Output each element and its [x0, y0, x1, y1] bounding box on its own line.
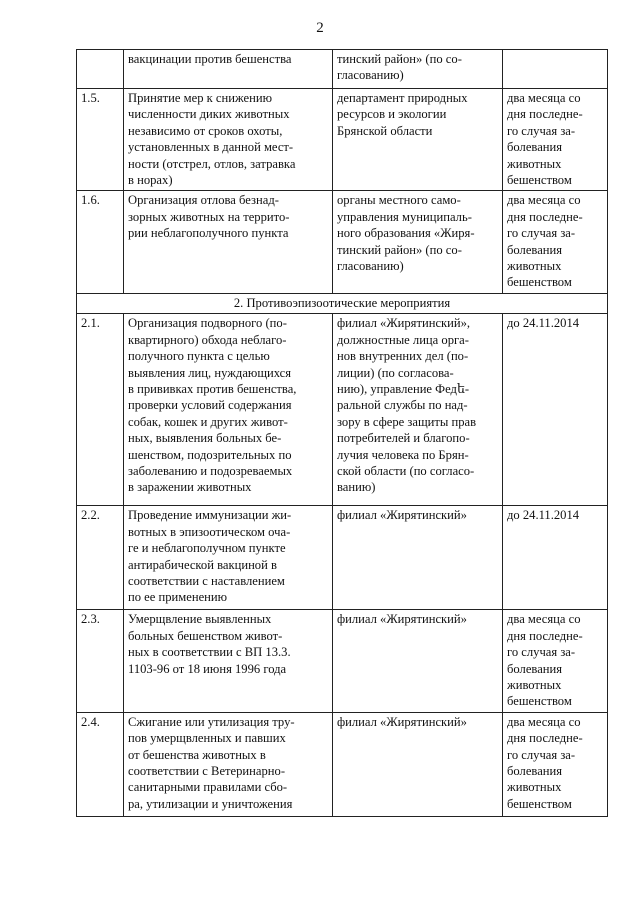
text-line: ге и неблагополучном пункте — [128, 541, 286, 556]
text-line: два месяца со — [507, 612, 581, 627]
action-cell — [124, 506, 333, 610]
text-line: нов внутренних дел (по- — [337, 349, 469, 364]
executor-cell — [333, 50, 503, 89]
text-line: независимо от сроков охоты, — [128, 123, 283, 138]
text-line: ных в соответствии с ВП 13.3. — [128, 645, 291, 660]
text-line: ного образования «Жиря- — [337, 226, 475, 241]
text-line: рии неблагополучного пункта — [128, 226, 289, 241]
text-line: болевания — [507, 661, 563, 676]
text-line: в прививках против бешенства, — [128, 381, 297, 396]
text-line: до 24.11.2014 — [507, 316, 580, 331]
text-line: шенством, подозрительных по — [128, 447, 292, 462]
table-row — [77, 506, 608, 610]
text-line: соответствии с Ветеринарно- — [128, 763, 286, 778]
text-line: лиции) (по согласова- — [337, 365, 454, 380]
text-line: пов умерщвленных и павших — [128, 731, 286, 746]
text-line: Проведение иммунизации жи- — [128, 508, 292, 523]
text-line: го случая за- — [507, 226, 576, 241]
text-line: дня последне- — [507, 107, 583, 122]
text-line: го случая за- — [507, 645, 576, 660]
text-line: квартирного) обхода неблаго- — [128, 332, 287, 347]
text-line: бешенством — [507, 173, 572, 188]
text-line: больных бешенством живот- — [128, 628, 283, 643]
text-line: управления муниципаль- — [337, 209, 472, 224]
text-line: зору в сфере защиты прав — [337, 414, 477, 429]
text-line: дня последне- — [507, 731, 583, 746]
deadline-cell — [503, 314, 608, 506]
table-row — [77, 50, 608, 89]
text-line: потребителей и благопо- — [337, 431, 470, 446]
text-line: должностные лица орга- — [337, 332, 469, 347]
text-line: ванию) — [337, 480, 376, 495]
text-line: ра, утилизации и уничтожения — [128, 796, 293, 811]
text-line: заболеванию и подозреваемых — [128, 463, 293, 478]
text-line: зорных животных на террито- — [128, 209, 290, 224]
text-line: филиал «Жирятинский» — [337, 612, 467, 627]
text-line: департамент природных — [337, 91, 468, 105]
table-row — [77, 610, 608, 712]
measures-table-body — [77, 50, 608, 817]
text-line: тинский район» (по со- — [337, 52, 462, 66]
text-line: два месяца со — [507, 714, 581, 729]
text-line: го случая за- — [507, 123, 576, 138]
action-cell — [124, 50, 333, 89]
executor-cell — [333, 191, 503, 293]
text-line: филиал «Жирятинский» — [337, 508, 467, 523]
executor-cell — [333, 610, 503, 712]
text-line: лучия человека по Брян- — [337, 447, 469, 462]
text-line: собак, кошек и других живот- — [128, 414, 288, 429]
text-line: вакцинации против бешенства — [128, 52, 292, 66]
text-line: Организация подворного (по- — [128, 316, 287, 331]
executor-cell — [333, 506, 503, 610]
deadline-cell — [503, 191, 608, 293]
text-line: Брянской области — [337, 123, 433, 138]
text-line: бешенством — [507, 694, 572, 709]
table-row — [77, 89, 608, 191]
item-number: 2.1. — [77, 314, 124, 506]
text-line: филиал «Жирятинский» — [337, 714, 467, 729]
action-cell — [124, 191, 333, 293]
text-line: го случая за- — [507, 747, 576, 762]
text-line: по ее применению — [128, 590, 228, 605]
text-line: Принятие мер к снижению — [128, 91, 272, 105]
text-line: получного пункта с целью — [128, 349, 270, 364]
page-number: 2 — [316, 20, 324, 36]
text-line: численности диких животных — [128, 107, 290, 122]
table-row — [77, 191, 608, 293]
section-title: 2. Противоэпизоотические мероприятия — [77, 293, 608, 313]
measures-table — [76, 49, 608, 817]
text-line: нию), управление Федե- — [337, 381, 470, 396]
text-line: Организация отлова безнад- — [128, 193, 279, 208]
executor-cell — [333, 89, 503, 191]
text-line: дня последне- — [507, 628, 583, 643]
item-number — [77, 50, 124, 89]
text-line: два месяца со — [507, 193, 581, 208]
text-line: два месяца со — [507, 91, 581, 105]
text-line: Сжигание или утилизация тру- — [128, 714, 295, 729]
action-cell — [124, 610, 333, 712]
deadline-cell — [503, 712, 608, 816]
text-line: филиал «Жирятинский», — [337, 316, 471, 331]
text-line: ской области (по согласо- — [337, 463, 475, 478]
text-line: в норах) — [128, 173, 173, 188]
text-line: тинский район» (по со- — [337, 242, 462, 257]
text-line: проверки условий содержания — [128, 398, 292, 413]
item-number: 1.5. — [77, 89, 124, 191]
text-line: в заражении животных — [128, 480, 252, 495]
action-cell — [124, 314, 333, 506]
text-line: органы местного само- — [337, 193, 461, 208]
text-line: выявления лиц, нуждающихся — [128, 365, 292, 380]
text-line: гласованию) — [337, 259, 404, 274]
text-line: 1103-96 от 18 июня 1996 года — [128, 661, 287, 676]
action-cell — [124, 89, 333, 191]
executor-cell — [333, 712, 503, 816]
text-line: до 24.11.2014 — [507, 508, 580, 523]
text-line: Умерщвление выявленных — [128, 612, 272, 627]
text-line: болевания — [507, 140, 563, 155]
section-header-row — [77, 293, 608, 313]
deadline-cell — [503, 50, 608, 89]
table-row — [77, 314, 608, 506]
text-line: бешенством — [507, 275, 572, 290]
text-line: животных — [507, 780, 562, 795]
deadline-cell — [503, 506, 608, 610]
item-number: 1.6. — [77, 191, 124, 293]
text-line: бешенством — [507, 796, 572, 811]
text-line: санитарными правилами сбо- — [128, 780, 288, 795]
deadline-cell — [503, 610, 608, 712]
text-line: дня последне- — [507, 209, 583, 224]
executor-cell — [333, 314, 503, 506]
action-cell — [124, 712, 333, 816]
text-line: ности (отстрел, отлов, затравка — [128, 156, 296, 171]
item-number: 2.4. — [77, 712, 124, 816]
table-row — [77, 712, 608, 816]
text-line: животных — [507, 677, 562, 692]
text-line: животных — [507, 156, 562, 171]
text-line: установленных в данной мест- — [128, 140, 294, 155]
deadline-cell — [503, 89, 608, 191]
text-line: вотных в эпизоотическом оча- — [128, 524, 291, 539]
item-number: 2.2. — [77, 506, 124, 610]
text-line: соответствии с наставлением — [128, 573, 285, 588]
text-line: животных — [507, 259, 562, 274]
text-line: ральной службы по над- — [337, 398, 468, 413]
text-line: болевания — [507, 763, 563, 778]
text-line: болевания — [507, 242, 563, 257]
text-line: ресурсов и экологии — [337, 107, 447, 122]
text-line: антирабической вакциной в — [128, 557, 277, 572]
text-line: гласованию) — [337, 68, 404, 83]
item-number: 2.3. — [77, 610, 124, 712]
text-line: от бешенства животных в — [128, 747, 266, 762]
text-line: ных, выявления больных бе- — [128, 431, 282, 446]
